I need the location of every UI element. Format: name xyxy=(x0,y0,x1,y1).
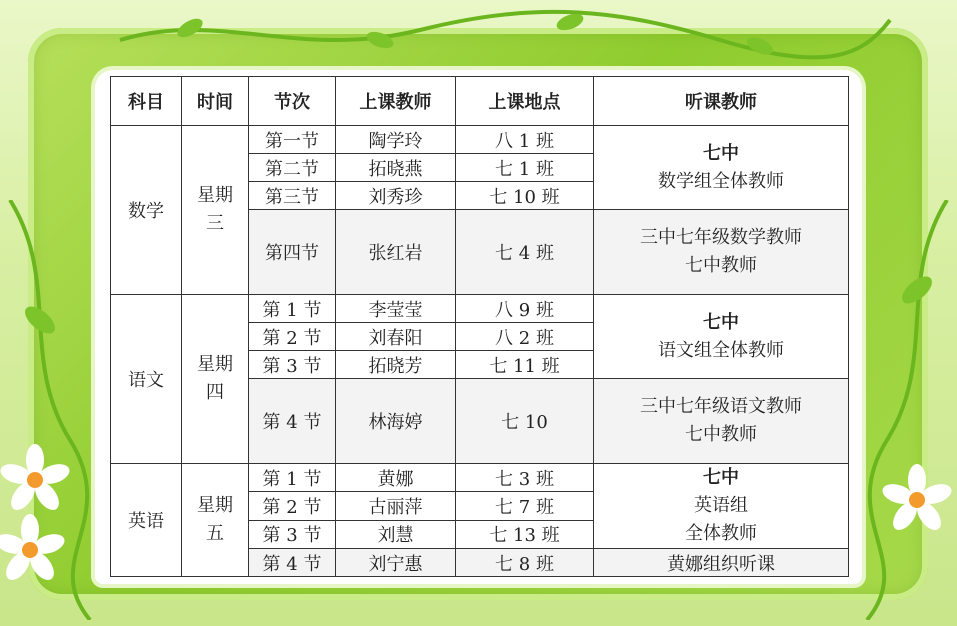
room-cell: 七 13 班 xyxy=(456,520,594,548)
room-cell: 七 1 班 xyxy=(456,154,594,182)
period-cell: 第 4 节 xyxy=(249,549,336,577)
observer-cell: 七中 英语组 全体教师 xyxy=(594,464,849,549)
room-cell: 七 10 班 xyxy=(456,182,594,210)
observer-cell: 七中 语文组全体教师 xyxy=(594,295,849,379)
room-cell: 七 11 班 xyxy=(456,351,594,379)
teacher-cell: 刘慧 xyxy=(336,520,456,548)
period-cell: 第二节 xyxy=(249,154,336,182)
teacher-cell: 刘春阳 xyxy=(336,323,456,351)
room-cell: 七 3 班 xyxy=(456,464,594,492)
day-cell: 星期 三 xyxy=(182,126,249,295)
period-cell: 第三节 xyxy=(249,182,336,210)
teacher-cell: 拓晓燕 xyxy=(336,154,456,182)
room-cell: 七 8 班 xyxy=(456,549,594,577)
period-cell: 第一节 xyxy=(249,126,336,154)
teacher-cell: 古丽萍 xyxy=(336,492,456,520)
table-row xyxy=(111,464,849,492)
teacher-cell: 陶学玲 xyxy=(336,126,456,154)
observer-cell: 三中七年级数学教师 七中教师 xyxy=(594,210,849,295)
period-cell: 第 4 节 xyxy=(249,379,336,464)
period-cell: 第 2 节 xyxy=(249,492,336,520)
room-cell: 八 9 班 xyxy=(456,295,594,323)
period-cell: 第 2 节 xyxy=(249,323,336,351)
room-cell: 七 4 班 xyxy=(456,210,594,295)
teacher-cell: 黄娜 xyxy=(336,464,456,492)
header-subject: 科目 xyxy=(111,77,182,126)
header-teacher: 上课教师 xyxy=(336,77,456,126)
room-cell: 八 2 班 xyxy=(456,323,594,351)
observer-cell: 黄娜组织听课 xyxy=(594,549,849,577)
subject-cell: 数学 xyxy=(111,126,182,295)
teacher-cell: 张红岩 xyxy=(336,210,456,295)
teacher-cell: 林海婷 xyxy=(336,379,456,464)
period-cell: 第 3 节 xyxy=(249,351,336,379)
vine-decoration-top xyxy=(100,0,900,70)
room-cell: 七 10 xyxy=(456,379,594,464)
table-row xyxy=(111,126,849,154)
header-location: 上课地点 xyxy=(456,77,594,126)
period-cell: 第 1 节 xyxy=(249,295,336,323)
lesson-schedule-table xyxy=(110,76,849,577)
observer-cell: 七中 数学组全体教师 xyxy=(594,126,849,210)
period-cell: 第四节 xyxy=(249,210,336,295)
day-cell: 星期 五 xyxy=(182,464,249,577)
teacher-cell: 刘秀珍 xyxy=(336,182,456,210)
subject-cell: 英语 xyxy=(111,464,182,577)
teacher-cell: 拓晓芳 xyxy=(336,351,456,379)
teacher-cell: 刘宁惠 xyxy=(336,549,456,577)
teacher-cell: 李莹莹 xyxy=(336,295,456,323)
header-observers: 听课教师 xyxy=(594,77,849,126)
table-header-row xyxy=(111,77,849,126)
observer-cell: 三中七年级语文教师 七中教师 xyxy=(594,379,849,464)
table-row xyxy=(111,295,849,323)
day-cell: 星期 四 xyxy=(182,295,249,464)
period-cell: 第 1 节 xyxy=(249,464,336,492)
room-cell: 七 7 班 xyxy=(456,492,594,520)
subject-cell: 语文 xyxy=(111,295,182,464)
header-period: 节次 xyxy=(249,77,336,126)
room-cell: 八 1 班 xyxy=(456,126,594,154)
header-time: 时间 xyxy=(182,77,249,126)
period-cell: 第 3 节 xyxy=(249,520,336,548)
